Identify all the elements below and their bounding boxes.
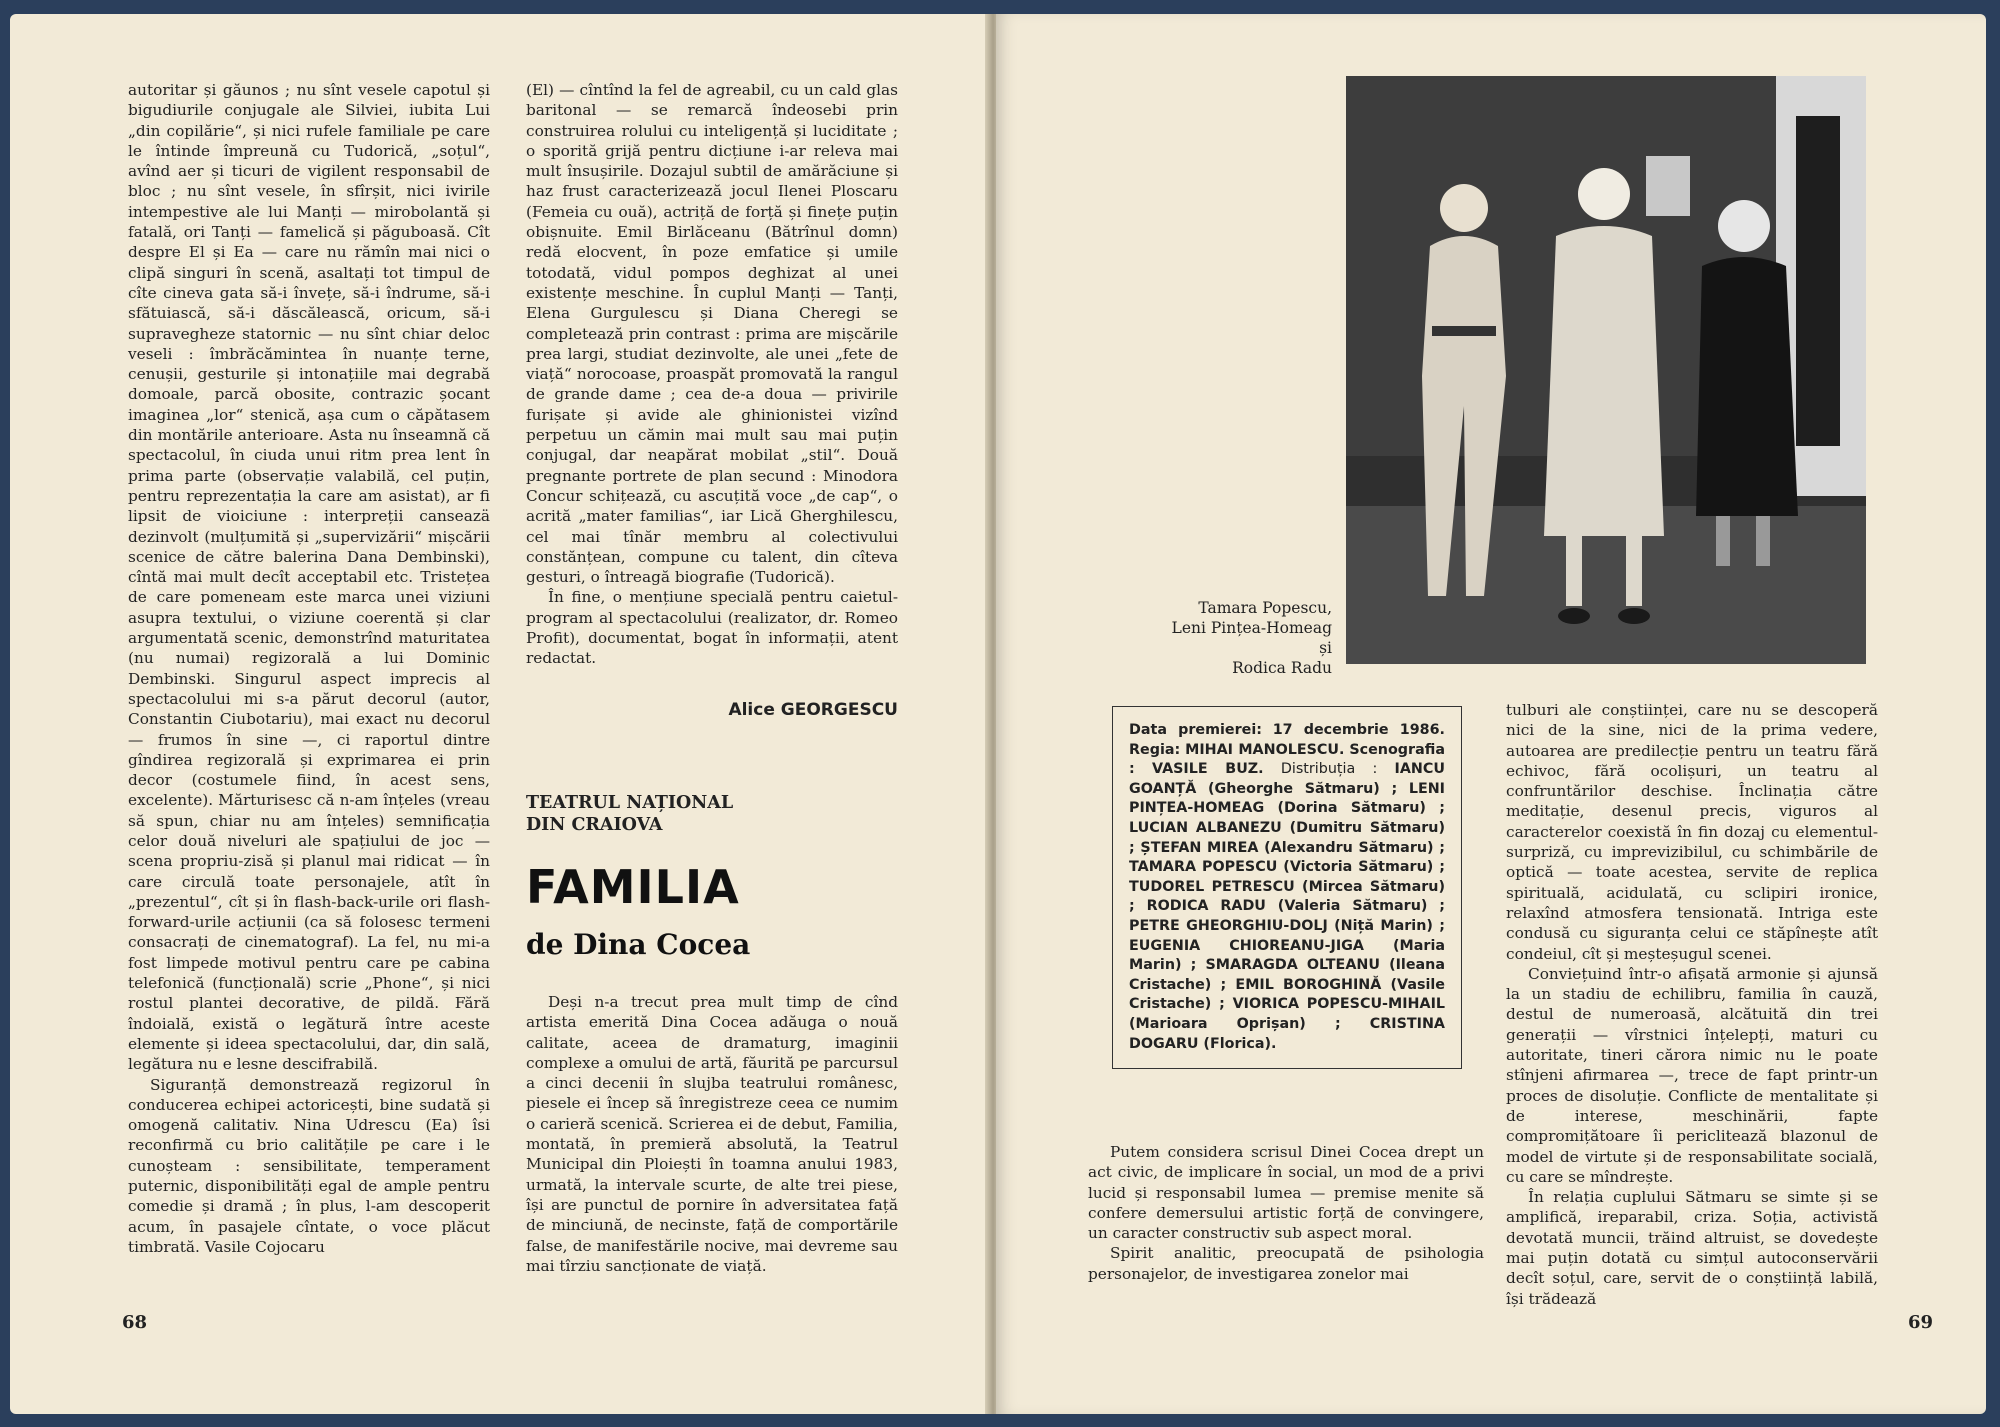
- photo-caption: [1066, 598, 1332, 678]
- left-column-1: [128, 80, 490, 1257]
- caption-line: Leni Pințea-Homeag: [1171, 619, 1332, 637]
- premiere-label: Data premierei:: [1129, 722, 1262, 738]
- premiere-date: 17 decembrie 1986.: [1272, 722, 1445, 738]
- paragraph: Conviețuind într-o afișată armonie și ajunsă la un stadiu de echilibru, familia în cauză, destul de numeroasă, alcătuită din trei generații — vîrstnici înțelepți, maturi cu autoritate, tineri cărora nimic nu le poate stînjeni afirmarea —, trece de fapt printr-un proces de disoluție. Conflicte de mentalitate și de interese, meschinării, fapte compromițătoare îi periclitează blazonul de model de virtute și de responsabilitate socială, cu care se mîndrește.: [1506, 964, 1878, 1186]
- page-number-left: 68: [122, 1312, 148, 1333]
- cast-list: IANCU GOANȚĂ (Gheorghe Sătmaru) ; LENI PINȚEA-HOMEAG (Dorina Sătmaru) ; LUCIAN ALBANEZU (Dumitru Sătmaru) ; ȘTEFAN MIREA (Alexandru Sătmaru) ; TAMARA POPESCU (Victoria Sătmaru) ; TUDOREL PETRESCU (Mircea Sătmaru) ; RODICA RADU (Valeria Sătmaru) ; PETRE GHEORGHIU-DOLJ (Niță Marin) ; EUGENIA CHIOREANU-JIGA (Maria Marin) ; SMARAGDA OLTEANU (Ileana Cristache) ; EMIL BOROGHINĂ (Vasile Cristache) ; VIORICA POPESCU-MIHAIL (Marioara Oprișan) ; CRISTINA DOGARU (Florica).: [1129, 761, 1445, 1052]
- page-number-right: 69: [1908, 1312, 1934, 1333]
- paragraph: Putem considera scrisul Dinei Cocea drept un act civic, de implicare în social, un mod de a privi lucid și responsabil lumea — premise menite să confere demersului artistic forță de convingere, un caracter constructiv sub aspect moral.: [1088, 1143, 1484, 1243]
- set-designer-name: VASILE BUZ.: [1151, 761, 1264, 778]
- theatre-heading: [526, 792, 826, 836]
- caption-line: Rodica Radu: [1232, 659, 1332, 677]
- paragraph: (El) — cîntînd la fel de agreabil, cu un cald glas baritonal — se remarcă îndeosebi prin construirea rolului cu inteligență și luciditate ; o sporită grijă pentru dicțiune i-ar releva mai mult însușirile. Dozajul subtil de amărăciune și haz frust caracterizează jocul Ilenei Ploscaru (Femeia cu ouă), actriță de forță și finețe puțin obișnuite. Emil Birlăceanu (Bătrînul domn) redă elocvent, în poze emfatice și umile totodată, vidul pompos deghizat al unei existențe meschine. În cuplul Manți — Tanți, Elena Gurgulescu și Diana Cheregi se completează prin contrast : prima are mișcările prea largi, studiat dezinvolte, ale unei „fete de viață“ norocoase, proaspăt promovată la rangul de grande dame ; cea de-a doua — privirile furișate și avide ale ghinionistei vizînd perpetuu un cămin mai mult sau mai puțin conjugal, dar neapărat mobilat „stil“. Două pregnante portrete de plan secund : Minodora Concur schițează, cu ascuțită voce „de cap“, o acrită „mater familias“, iar Lică Gherghilescu, cel mai tînăr membru al colectivului constănțean, compune cu talent, din cîteva gesturi, o întreagă biografie (Tudorică).: [526, 81, 898, 587]
- left-column-2: [526, 80, 898, 669]
- play-title: FAMILIA: [526, 860, 740, 914]
- right-page: [996, 14, 1986, 1414]
- paragraph: tulburi ale conștiinței, care nu se descoperă nici de la sine, nici de la prima vedere, autoarea are predilecție pentru un teatru fără echivoc, fără ocolișuri, un teatru al confruntărilor deschise. Înclinația către meditație, desenul precis, viguros al caracterelor coexistă în fin dozaj cu elementul-surpriză, cu imprevizibilul, cu schimbările de optică — toate acestea, servite de replica spirituală, acidulată, cu sclipiri ironice, relaxînd atmosfera tensionată. Intriga este condusă cu siguranța celui ce stăpînește atît condeiul, cît și meșteșugul scenei.: [1506, 701, 1878, 963]
- theatre-name-line-1: TEATRUL NAȚIONAL: [526, 793, 734, 813]
- cast-label: Distribuția :: [1280, 761, 1378, 778]
- theatre-name-line-2: DIN CRAIOVA: [526, 815, 663, 835]
- paragraph: În relația cuplului Sătmaru se simte și se amplifică, ireparabil, criza. Soția, activistă devotată muncii, trăind altruist, se dovedește mai puțin dotată cu simțul autoconservării decît soțul, care, servit de o conștiință labilă, își trădează: [1506, 1188, 1878, 1308]
- director-name: MIHAI MANOLESCU.: [1185, 741, 1345, 758]
- paragraph: autoritar și găunos ; nu sînt vesele capotul și bigudiurile conjugale ale Silviei, iubita Lui „din copilărie“, și nici rufele familiale pe care le întinde împreună cu Tudorică, „soțul“, avînd aer și ticuri de vigilent responsabil de bloc ; nu sînt vesele, în sfîrșit, nici ivirile intempestive ale lui Manți — mirobolantă și fatală, ori Tanți — famelică și păguboasă. Cît despre El și Ea — care nu rămîn mai nici o clipă singuri în scenă, asaltați tot timpul de cîte cineva gata să-i învețe, să-i îndrume, să-i sfătuiască, să-i dăscălească, oricum, să-i supravegheze statornic — nu sînt chiar deloc veseli : îmbrăcămintea în nuanțe terne, cenușii, gesturile și intonațiile mai degrabă domoale, parcă obosite, contrazic șocant imaginea „lor“ stenică, așa cum o căpătasem din montările anterioare. Asta nu înseamnă că spectacolul, în ciuda unui ritm prea lent în prima parte (observație valabilă, cel puțin, pentru reprezentația la care am asistat), ar fi lipsit de vioiciune : interpreții canseazä dezinvolt (mulțumită și „supervizării“ mișcării scenice de către balerina Dana Dembinski), cîntă mai mult decît acceptabil etc. Tristețea de care pomeneam este marca unei viziuni asupra textului, o viziune coerentă și clar argumentată scenic, demonstrînd maturitatea (nu numai) regizorală a lui Dominic Dembinski. Singurul aspect imprecis al spectacolului mi s-a părut decorul (autor, Constantin Ciubotariu), mai exact nu decorul — frumos în sine —, ci raportul dintre gîndirea regizorală și exprimarea ei prin decor (costumele fiind, în acest sens, excelente). Mărturisesc că n-am înțeles (vreau să spun, chiar nu am înțeles) semnificația celor două niveluri ale spațiului de joc — scena propriu-zisă și planul mai ridicat — în care circulă toate personajele, atît în „prezentul“, cît și în flash-back-urile ori flash-forward-urile acțiunii (ca să folosesc termeni consacrați de cinematograf). La fel, nu mi-a fost limpede motivul pentru care pe cabina telefonică (funcțională) scrie „Phone“, și nici rostul plantei decorative, de pildă. Fără îndoială, există o legătură între aceste elemente și ideea spectacolului, dar, din sală, legătura nu e lesne descifrabilă.: [128, 81, 490, 1074]
- review-intro-column: [526, 992, 898, 1276]
- director-label: Regia:: [1129, 741, 1181, 758]
- caption-line: și: [1319, 639, 1332, 657]
- right-column-1: [1088, 1142, 1484, 1284]
- play-author: de Dina Cocea: [526, 928, 751, 961]
- right-column-2: [1506, 700, 1878, 1309]
- paragraph: Deși n-a trecut prea mult timp de cînd artista emerită Dina Cocea adăuga o nouă calitate, aceea de dramaturg, imaginii complexe a omului de artă, făurită pe parcursul a cinci decenii în slujba teatrului românesc, piesele ei încep să înregistreze ceea ce numim o carieră scenică. Scrierea ei de debut, Familia, montată, în premieră absolută, la Teatrul Municipal din Ploiești în toamna anului 1983, urmată, la intervale scurte, de alte trei piese, își are punctul de pornire în adversitatea față de minciună, de necinste, față de comportările false, de manifestările nocive, mai devreme sau mai tîrziu sancționate de viață.: [526, 993, 898, 1275]
- production-photo-illustration: [1346, 76, 1866, 664]
- caption-line: Tamara Popescu,: [1198, 599, 1332, 617]
- paragraph: Spirit analitic, preocupată de psihologia personajelor, de investigarea zonelor mai: [1088, 1244, 1484, 1283]
- paragraph: Siguranță demonstrează regizorul în conducerea echipei actoricești, bine sudată și omogenă calitativ. Nina Udrescu (Ea) îsi reconfirmă cu brio calitățile pe care i le cunoșteam : sensibilitate, temperament puternic, disponibilități egal de ample pentru comedie și dramă ; în plus, l-am descoperit acum, în pasajele cîntate, o voce plăcut timbrată. Vasile Cojocaru: [128, 1075, 490, 1256]
- production-photo: [1346, 76, 1866, 664]
- paragraph: În fine, o mențiune specială pentru caietul-program al spectacolului (realizator, dr. Romeo Profit), documentat, bogat în informații, atent redactat.: [526, 588, 898, 668]
- production-credits-box: [1112, 706, 1462, 1069]
- left-page: [10, 14, 992, 1414]
- review-signature: Alice GEORGESCU: [728, 700, 898, 720]
- set-designer-label: Scenografia :: [1129, 741, 1445, 778]
